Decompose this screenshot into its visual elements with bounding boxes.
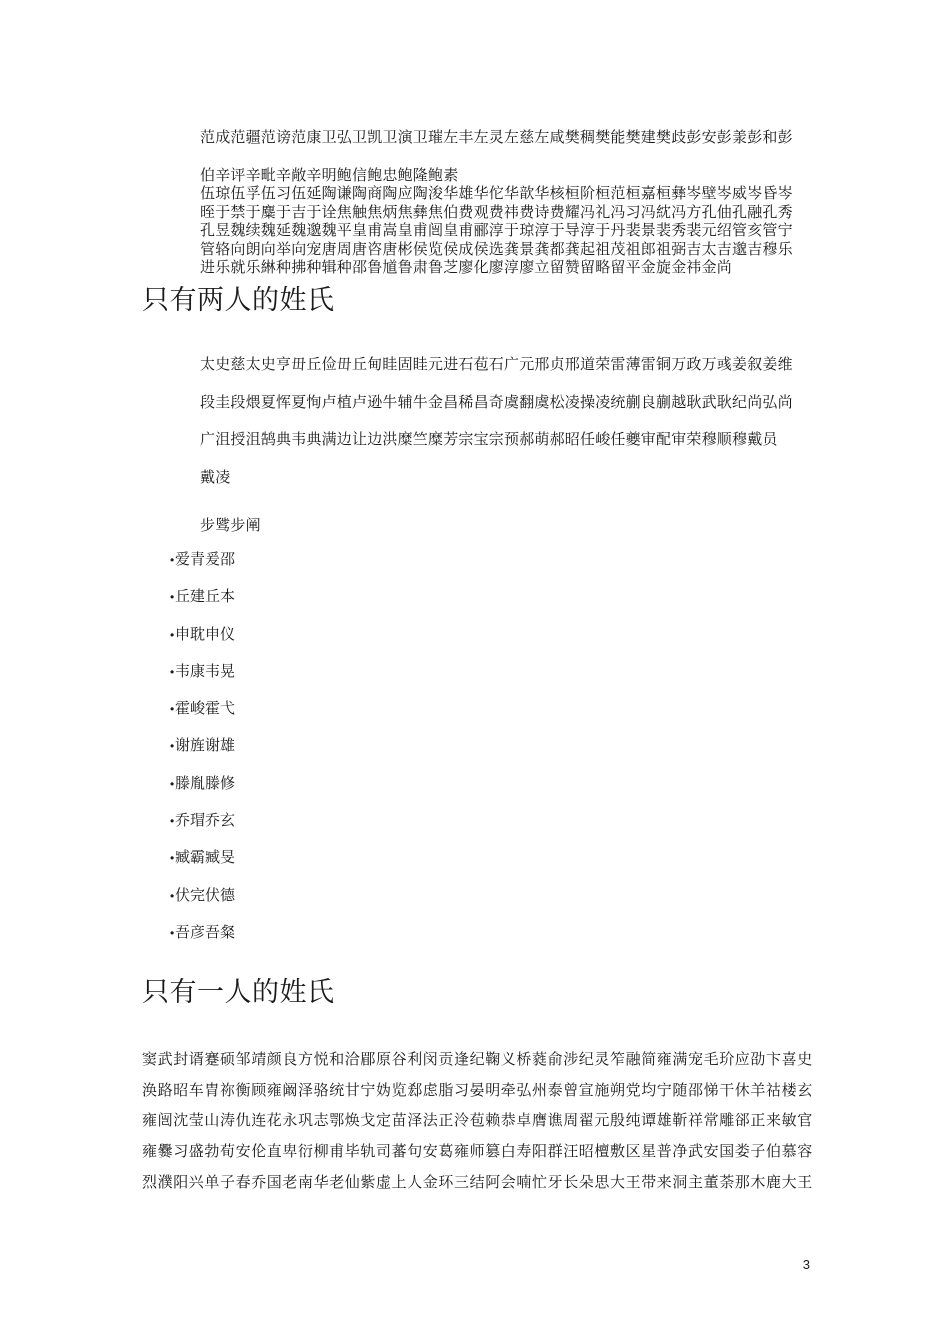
bullet-icon: • bbox=[170, 553, 175, 567]
bullet-icon: • bbox=[170, 776, 175, 791]
text-line: 雍闿沈莹山涛仇连花永巩志鄂焕戈定苗泽法正泠苞赖恭卓膺谯周翟元殷纯谭雄靳祥常雕郤正来敏官 bbox=[142, 1111, 813, 1130]
bullet-icon: • bbox=[170, 627, 175, 642]
list-item bbox=[170, 693, 235, 730]
list-item-text: 臧霸臧旻 bbox=[175, 848, 236, 867]
text-line: 窦武封谞蹇硕邹靖颜良方悦和洽郿原谷利闵贡逢纪鞠义桥蕤俞涉纪灵笮融简雍满宠毛玠应劭卞喜史 bbox=[142, 1050, 813, 1068]
bullet-icon: • bbox=[170, 851, 175, 866]
list-item bbox=[170, 730, 235, 767]
list-item bbox=[170, 842, 235, 879]
list-item-text: 乔瑁乔玄 bbox=[175, 811, 236, 830]
text-line: 管辂向朗向举向宠唐周唐咨唐彬侯览侯成侯选龚景龚都龚起祖茂祖郎祖弼吉太吉邈吉穆乐 bbox=[200, 239, 793, 258]
text-line: 太史慈太史亨毌丘俭毌丘甸眭固眭元进石苞石广元邢贞邢道荣雷薄雷铜万政万彧姜叙姜维 bbox=[200, 355, 793, 373]
bullet-icon: • bbox=[170, 702, 175, 717]
text-line: 进乐就乐綝种拂种辑种邵鲁馗鲁肃鲁芝廖化廖淳廖立留赞留略留平金旋金祎金尚 bbox=[200, 258, 733, 276]
section-heading-two-person: 只有两人的姓氏 bbox=[142, 285, 335, 316]
list-item bbox=[170, 544, 235, 581]
text-line: 孔昱魏续魏延魏邈魏平皇甫嵩皇甫闿皇甫郦淳于琼淳于导淳于丹裴景裴秀裴元绍管亥管宁 bbox=[200, 221, 793, 239]
text-line: 范成范疆范谤范康卫弘卫凯卫演卫璀左丰左灵左慈左咸樊稠樊能樊建樊歧彭安彭羕彭和彭 bbox=[200, 128, 793, 146]
text-line: 雍爨习盛勃荀安伦直卑衍柳甫毕轨司蕃句安葛雍师篡白寿阳群汪昭檀敷区星普净武安国娄子伯慕容 bbox=[142, 1142, 813, 1161]
one-person-paragraph bbox=[142, 1044, 832, 1198]
list-item-text: 申耽申仪 bbox=[175, 624, 236, 643]
section-heading-one-person: 只有一人的姓氏 bbox=[142, 977, 335, 1008]
bullet-icon: • bbox=[170, 888, 175, 903]
page-number: 3 bbox=[802, 1257, 810, 1272]
list-item bbox=[170, 917, 235, 954]
bullet-icon: • bbox=[170, 590, 175, 605]
text-line: 涣路昭车胄祢衡顾雍阚泽骆统甘宁妫览郄虑脂习晏明牵弘州泰曾宣施朔党均宁随邵悌干休羊祜楼玄 bbox=[142, 1080, 813, 1099]
bullet-icon: • bbox=[170, 925, 175, 940]
text-line: 晊于禁于麋于吉于诠焦触焦炳焦彝焦伯费观费祎费诗费耀冯礼冯习冯紞冯方孔伷孔融孔秀 bbox=[200, 202, 793, 221]
list-item bbox=[170, 805, 235, 842]
list-item-text: 霍峻霍弋 bbox=[175, 699, 236, 718]
bullet-icon: • bbox=[170, 739, 175, 754]
list-item-text: 吾彦吾粲 bbox=[175, 922, 236, 941]
list-item-text: 韦康韦晃 bbox=[175, 661, 236, 680]
bullet-icon: • bbox=[170, 664, 175, 679]
two-person-extra-line: 步骘步阐 bbox=[200, 516, 261, 534]
text-line: 烈濮阳兴单子春乔国老南华老仙紫虚上人金环三结阿会喃忙牙长朵思大王带来洞主董荼那木鹿大王 bbox=[142, 1172, 813, 1191]
surname-paragraph-a bbox=[200, 119, 832, 194]
text-line: 广沮授沮鹄典韦典满边让边洪糜竺糜芳宗宝宗预郝萌郝昭任峻任夔审配审荣穆顺穆戴员 bbox=[200, 430, 778, 448]
bullet-icon: • bbox=[170, 814, 175, 829]
list-item-text: 丘建丘本 bbox=[175, 587, 236, 606]
text-line: 伍琼伍孚伍习伍延陶谦陶商陶应陶浚华雄华佗华歆华核桓阶桓范桓嘉桓彝岑壁岑威岑昏岑 bbox=[200, 184, 793, 202]
two-person-paragraph bbox=[200, 346, 832, 496]
list-item bbox=[170, 581, 235, 618]
list-item-text: 滕胤滕修 bbox=[175, 773, 236, 792]
two-person-bullet-list bbox=[170, 544, 235, 954]
list-item-text: 谢旌谢雄 bbox=[175, 736, 236, 755]
list-item bbox=[170, 880, 235, 917]
text-line: 戴凌 bbox=[200, 467, 231, 486]
text-line: 伯辛评辛毗辛敞辛明鲍信鲍忠鲍隆鲍素 bbox=[200, 165, 459, 184]
surname-paragraph-b bbox=[200, 184, 832, 277]
list-item bbox=[170, 768, 235, 805]
list-item-text: 爱青爰邵 bbox=[175, 550, 236, 568]
text-line: 段圭段煨夏恽夏恂卢植卢逊牛辅牛金昌稀昌奇虞翻虞松凌操凌统蒯良蒯越耿武耿纪尚弘尚 bbox=[200, 392, 793, 411]
list-item bbox=[170, 656, 235, 693]
list-item-text: 伏完伏德 bbox=[175, 885, 236, 904]
list-item bbox=[170, 619, 235, 656]
